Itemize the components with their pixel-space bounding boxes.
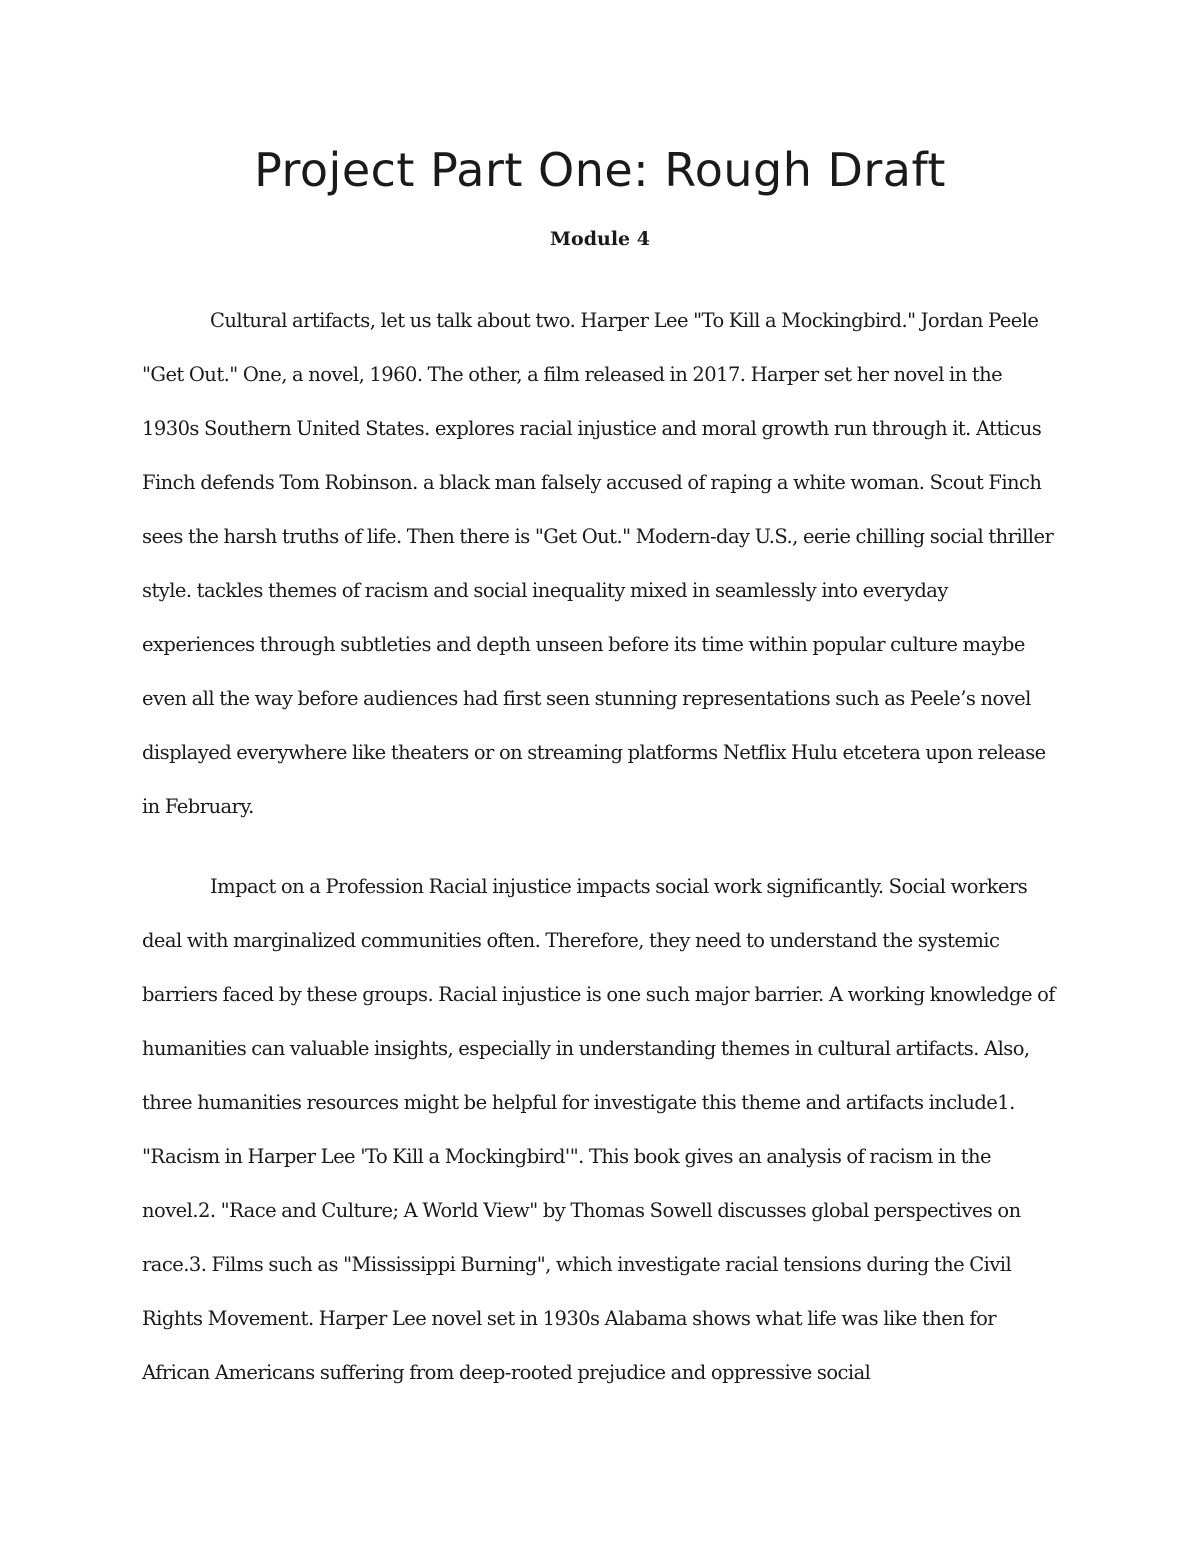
document-subtitle: Module 4 [550, 228, 650, 250]
body-paragraph-1: Cultural artifacts, let us talk about two. Harper Lee "To Kill a Mockingbird." Jordan Peele "Get Out." One, a novel, 1960. The other, a film released in 2017. Harper set her novel in the 1930s Southern United States. explores racial injustice and moral growth run through it. Atticus Finch defends Tom Robinson. a black man falsely accused of raping a white woman. Scout Finch sees the harsh truths of life. Then there is "Get Out." Modern-day U.S., eerie chilling social thriller style. tackles themes of racism and social inequality mixed in seamlessly into everyday experiences through subtleties and depth unseen before its time within popular culture maybe even all the way before audiences had first seen stunning representations such as Peele’s novel displayed everywhere like theaters or on streaming platforms Netflix Hulu etcetera upon release in February. [142, 309, 1054, 818]
body-paragraph-2: Impact on a Profession Racial injustice impacts social work significantly. Social workers deal with marginalized communities often. Therefore, they need to understand the systemic barriers faced by these groups. Racial injustice is one such major barrier. A working knowledge of humanities can valuable insights, especially in understanding themes in cultural artifacts. Also, three humanities resources might be helpful for investigate this theme and artifacts include1. "Racism in Harper Lee 'To Kill a Mockingbird'". This book gives an analysis of racism in the novel.2. "Race and Culture; A World View" by Thomas Sowell discusses global perspectives on race.3. Films such as "Mississippi Burning", which investigate racial tensions during the Civil Rights Movement. Harper Lee novel set in 1930s Alabama shows what life was like then for African Americans suffering from deep-rooted prejudice and oppressive social [142, 875, 1055, 1384]
document-title: Project Part One: Rough Draft [254, 143, 946, 197]
